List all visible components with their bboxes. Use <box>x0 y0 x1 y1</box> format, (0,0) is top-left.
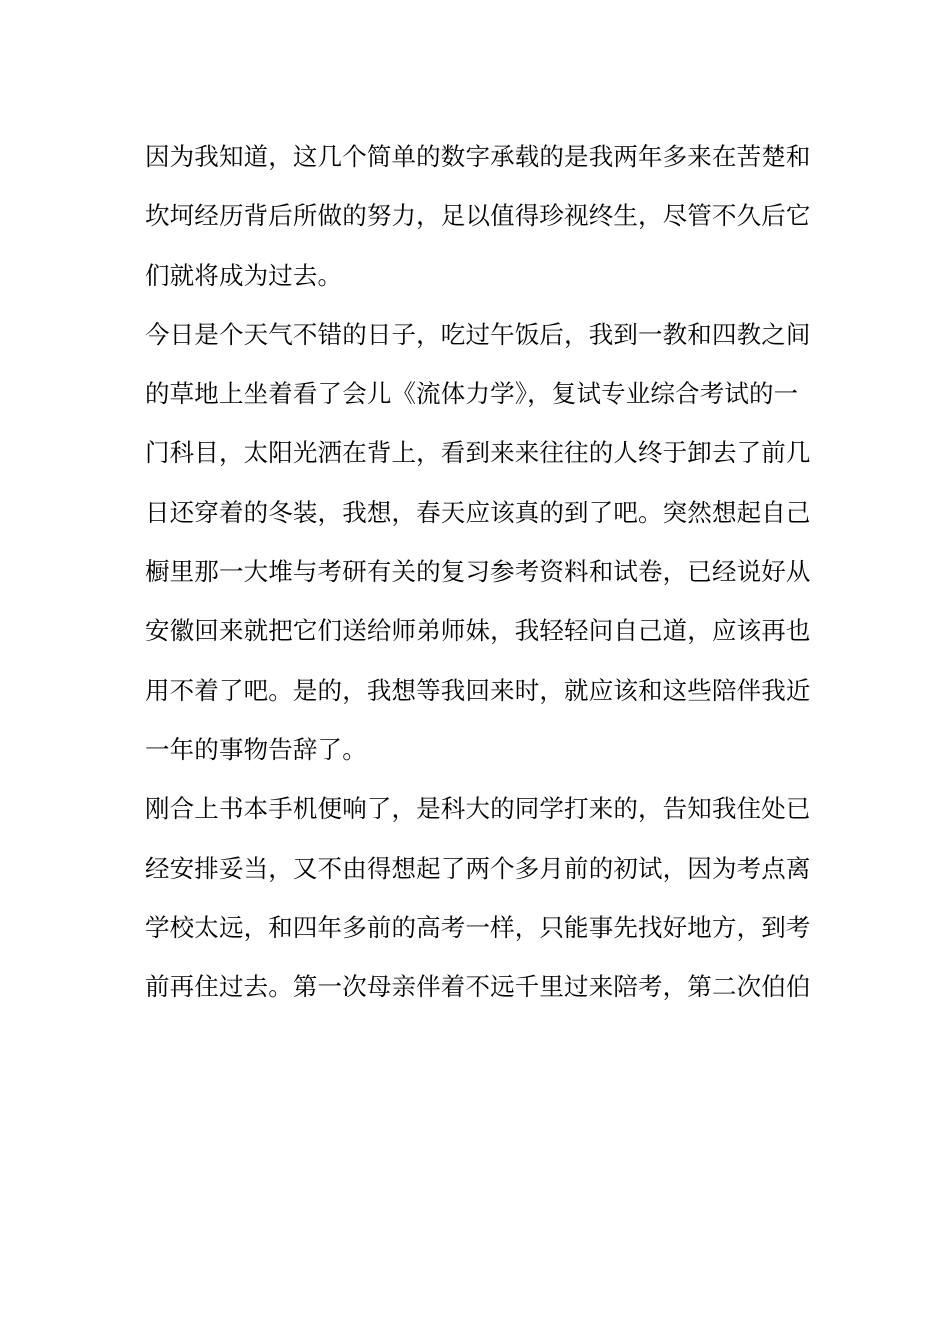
text-line-5: 的草地上坐着看了会儿《流体力学》，复试专业综合考试的一 <box>145 379 799 409</box>
text-line-4: 今日是个天气不错的日子，吃过午饭后，我到一教和四教之间 <box>145 319 811 349</box>
text-line-15: 前再住过去。第一次母亲伴着不远千里过来陪考，第二次伯伯 <box>145 972 811 1002</box>
text-line-1: 因为我知道，这几个简单的数字承载的是我两年多来在苦楚和 <box>145 142 811 171</box>
text-line-10: 用不着了吧。是的，我想等我回来时，就应该和这些陪伴我近 <box>145 675 811 705</box>
text-line-14: 学校太远，和四年多前的高考一样，只能事先找好地方，到考 <box>145 912 811 942</box>
text-line-2: 坎坷经历背后所做的努力，足以值得珍视终生，尽管不久后它 <box>145 201 811 231</box>
text-line-9: 安徽回来就把它们送给师弟师妹，我轻轻问自己道，应该再也 <box>145 616 811 646</box>
text-line-13: 经安排妥当，又不由得想起了两个多月前的初试，因为考点离 <box>145 853 811 883</box>
text-line-3: 们就将成为过去。 <box>145 260 343 290</box>
text-line-12: 刚合上书本手机便响了，是科大的同学打来的，告知我住处已 <box>145 794 811 824</box>
text-line-11: 一年的事物告辞了。 <box>145 734 367 764</box>
text-line-6: 门科目，太阳光洒在背上，看到来来往往的人终于卸去了前几 <box>145 438 811 468</box>
text-line-8: 橱里那一大堆与考研有关的复习参考资料和试卷，已经说好从 <box>145 557 811 587</box>
text-line-7: 日还穿着的冬装，我想，春天应该真的到了吧。突然想起自己 <box>145 497 811 527</box>
body-text <box>145 127 815 1016</box>
